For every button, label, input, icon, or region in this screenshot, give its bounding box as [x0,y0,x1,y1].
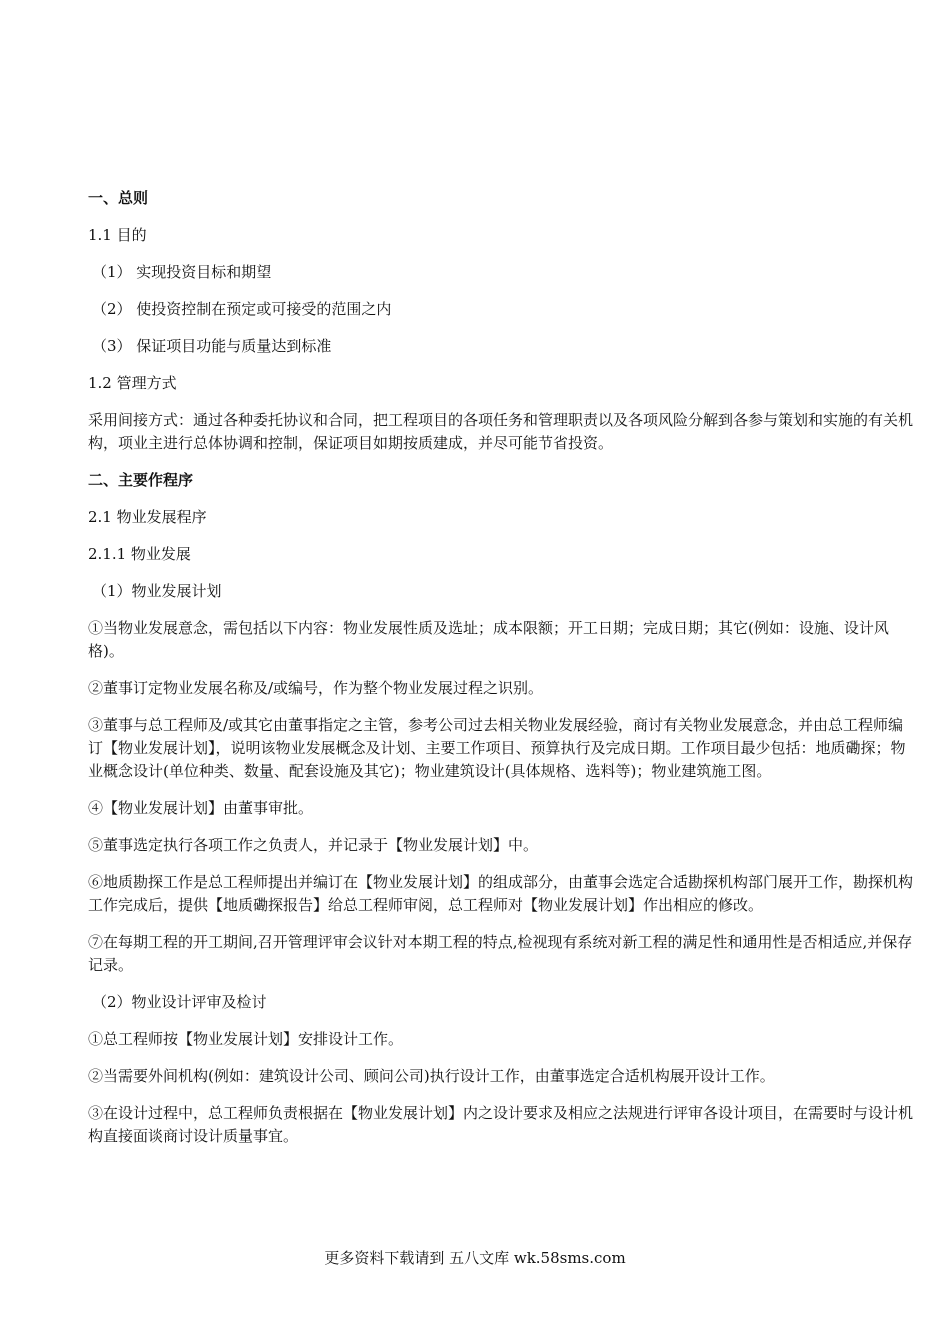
list-item: （2）物业设计评审及检讨 [92,993,267,1011]
paragraph: ①当物业发展意念，需包括以下内容：物业发展性质及选址；成本限额；开工日期；完成日期；其它(例如：设施、设计风格)。 [88,619,889,660]
page-footer: 更多资料下载请到 五八文库 wk.58sms.com [324,1249,626,1267]
list-item: （3） 保证项目功能与质量达到标准 [92,337,332,355]
paragraph: 2.1 物业发展程序 [88,508,207,526]
paragraph: ②当需要外间机构(例如：建筑设计公司、顾问公司)执行设计工作，由董事选定合适机构展开设计工作。 [88,1067,775,1085]
list-item: （1） 实现投资目标和期望 [92,263,272,281]
paragraph: ④【物业发展计划】由董事审批。 [88,799,314,817]
paragraph: 采用间接方式：通过各种委托协议和合同，把工程项目的各项任务和管理职责以及各项风险分解到各参与策划和实施的有关机构，项业主进行总体协调和控制，保证项目如期按质建成，并尽可能节省投资。 [88,411,914,452]
paragraph: ①总工程师按【物业发展计划】安排设计工作。 [88,1030,404,1048]
paragraph: ⑦在每期工程的开工期间,召开管理评审会议针对本期工程的特点,检视现有系统对新工程的满足性和通用性是否相适应,并保存记录。 [88,933,913,974]
paragraph: 1.2 管理方式 [88,374,177,392]
paragraph: ②董事订定物业发展名称及/或编号，作为整个物业发展过程之识别。 [88,679,544,697]
paragraph: ③董事与总工程师及/或其它由董事指定之主管，参考公司过去相关物业发展经验，商讨有关物业发展意念，并由总工程师编订【物业发展计划】，说明该物业发展概念及计划、主要工作项目、预算执行及完成日期。工作项目最少包括：地质磡探；物业概念设计(单位种类、数量、配套设施及其它)；物业建筑设计(具体规格、选料等)；物业建筑施工图。 [88,716,906,780]
paragraph: 1.1 目的 [88,226,147,244]
list-item: （1）物业发展计划 [92,582,222,600]
paragraph: ⑥地质勘探工作是总工程师提出并编订在【物业发展计划】的组成部分，由董事会选定合适勘探机构部门展开工作，勘探机构工作完成后，提供【地质磡探报告】给总工程师审阅，总工程师对【物业发展计划】作出相应的修改。 [88,873,914,914]
document-body [88,187,914,1162]
list-item: （2） 使投资控制在预定或可接受的范围之内 [92,300,392,318]
section-heading: 二、主要作程序 [88,471,194,489]
section-heading: 一、总则 [88,189,149,207]
paragraph: 2.1.1 物业发展 [88,545,191,563]
paragraph: ③在设计过程中，总工程师负责根据在【物业发展计划】内之设计要求及相应之法规进行评审各设计项目，在需要时与设计机构直接面谈商讨设计质量事宜。 [88,1104,914,1145]
paragraph: ⑤董事选定执行各项工作之负责人，并记录于【物业发展计划】中。 [88,836,539,854]
